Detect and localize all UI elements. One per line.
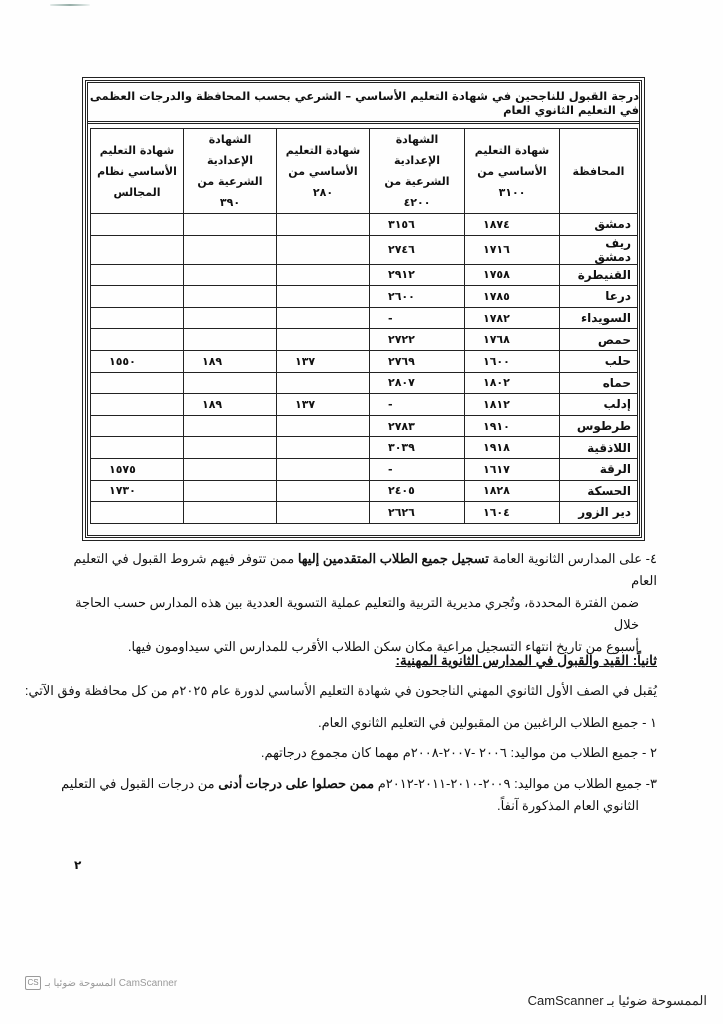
header-sharia-4200: الشهادة الإعدادية الشرعية من ٤٢٠٠ — [370, 129, 465, 214]
text-span: من درجات القبول في التعليم — [61, 776, 219, 791]
cell-value: ١٨٠٢ — [465, 372, 560, 394]
cell-value: ١٩١٠ — [465, 415, 560, 437]
cell-governorate: درعا — [560, 286, 638, 308]
paragraph-4-line-2: ضمن الفترة المحددة، وتُجري مديرية التربية والتعليم عملية التسوية العددية بين هذه المدارس حسب الحاجة خلال — [75, 595, 639, 632]
cell-value: ١٨٢٨ — [465, 480, 560, 502]
scan-artifact — [50, 4, 90, 6]
cell-value: ١٦١٧ — [465, 458, 560, 480]
text-span: ممن تتوفر فيهم شروط القبول في التعليم العام — [73, 551, 657, 588]
cell-governorate: دير الزور — [560, 502, 638, 524]
cell-value — [184, 480, 277, 502]
table-row — [91, 458, 638, 480]
cell-value: ١٣٧ — [277, 350, 370, 372]
cell-governorate: الحسكة — [560, 480, 638, 502]
admission-grades-table — [90, 128, 638, 524]
list-item-1: ١ - جميع الطلاب الراغبين من المقبولين في التعليم الثانوي العام. — [317, 715, 657, 730]
section-intro: يُقبل في الصف الأول الثانوي المهني الناجحون في شهادة التعليم الأساسي لدورة عام ٢٠٢٥م من كل محافظة وفق الآتي: — [24, 683, 657, 698]
header-basic-280: شهادة التعليم الأساسي من ٢٨٠ — [277, 129, 370, 214]
cell-value: ٢٦٢٦ — [370, 502, 465, 524]
cell-governorate: الرقة — [560, 458, 638, 480]
paragraph-4-line-3: أسبوع من تاريخ انتهاء التسجيل مراعية مكان سكن الطلاب الأقرب للمدارس التي سيداومون فيها. — [127, 639, 639, 654]
camscanner-watermark-large: الممسوحة ضوئيا بـ CamScanner — [527, 993, 707, 1008]
table-row — [91, 307, 638, 329]
table-title: درجة القبول للناجحين في شهادة التعليم الأساسي – الشرعي بحسب المحافظة والدرجات العظمى في التعليم الثانوي العام — [88, 84, 639, 124]
cell-value — [277, 307, 370, 329]
table-row — [91, 394, 638, 416]
section-prefix: ثانياً: — [632, 653, 657, 668]
cell-value — [277, 264, 370, 286]
cell-value: ١٧٨٥ — [465, 286, 560, 308]
cell-governorate: حمص — [560, 329, 638, 351]
cell-value — [91, 307, 184, 329]
cell-value — [184, 307, 277, 329]
camscanner-watermark-small — [25, 976, 177, 990]
cell-value: ٢٩١٢ — [370, 264, 465, 286]
cell-governorate: دمشق — [560, 214, 638, 236]
cell-value: ١٥٧٥ — [91, 458, 184, 480]
cell-value — [277, 372, 370, 394]
cell-value: ٢٦٠٠ — [370, 286, 465, 308]
table-row — [91, 214, 638, 236]
cell-governorate: اللاذقية — [560, 437, 638, 459]
emphasis-text: تسجيل جميع الطلاب المتقدمين إليها — [297, 551, 489, 566]
watermark-text: المسوحة ضوئيا بـ CamScanner — [45, 977, 178, 989]
cell-value: ١٧٥٨ — [465, 264, 560, 286]
cell-value: ١٨٩ — [184, 394, 277, 416]
cell-value: ٢٧٨٣ — [370, 415, 465, 437]
cell-governorate: حماه — [560, 372, 638, 394]
cell-value — [277, 415, 370, 437]
table-row — [91, 286, 638, 308]
cell-value — [91, 286, 184, 308]
cell-value: ٣٠٣٩ — [370, 437, 465, 459]
cell-value — [277, 286, 370, 308]
cell-governorate: القنيطرة — [560, 264, 638, 286]
cell-value: ١٧٦٨ — [465, 329, 560, 351]
paragraph-4-line-1 — [57, 548, 657, 592]
cell-value: ٢٧٢٢ — [370, 329, 465, 351]
cell-value: ١٨٧٤ — [465, 214, 560, 236]
section-heading — [396, 650, 658, 672]
emphasis-text: ممن حصلوا على درجات أدنى — [218, 776, 375, 791]
cell-value: ٢٧٦٩ — [370, 350, 465, 372]
cell-value — [277, 214, 370, 236]
cell-value: ١٧٨٢ — [465, 307, 560, 329]
cell-value: - — [370, 394, 465, 416]
cell-value — [184, 415, 277, 437]
text-span: ٣- جميع الطلاب من مواليد: ٢٠٠٩-٢٠١٠-٢٠١١-٢٠١٢م — [374, 776, 657, 791]
cell-governorate: حلب — [560, 350, 638, 372]
header-sharia-390: الشهادة الإعدادية الشرعية من ٣٩٠ — [184, 129, 277, 214]
cell-value — [91, 415, 184, 437]
table-row — [91, 235, 638, 264]
cell-value — [184, 372, 277, 394]
table-row — [91, 264, 638, 286]
cell-value: - — [370, 307, 465, 329]
table-row — [91, 350, 638, 372]
cell-value — [277, 235, 370, 264]
cell-governorate: طرطوس — [560, 415, 638, 437]
cell-value: ٢٨٠٧ — [370, 372, 465, 394]
cell-governorate: إدلب — [560, 394, 638, 416]
cell-value — [184, 437, 277, 459]
list-item-2: ٢ - جميع الطلاب من مواليد: ٢٠٠٦ -٢٠٠٧-٢٠٠٨م مهما كان مجموع درجاتهم. — [260, 745, 657, 760]
cell-value — [91, 214, 184, 236]
cell-governorate: ريف دمشق — [560, 235, 638, 264]
cell-value — [277, 502, 370, 524]
cell-value: ١٩١٨ — [465, 437, 560, 459]
cell-value — [184, 458, 277, 480]
item-number: ٤- — [642, 551, 657, 566]
cell-value — [91, 264, 184, 286]
cell-value — [184, 214, 277, 236]
cell-value: ١٥٥٠ — [91, 350, 184, 372]
table-header-row — [91, 129, 638, 214]
cell-value — [184, 502, 277, 524]
table-row — [91, 502, 638, 524]
cell-value: - — [370, 458, 465, 480]
cell-value: ١٦٠٠ — [465, 350, 560, 372]
cell-value — [277, 329, 370, 351]
cell-value — [91, 394, 184, 416]
header-governorate: المحافظة — [560, 129, 638, 214]
header-councils: شهادة التعليم الأساسي نظام المجالس — [91, 129, 184, 214]
cell-value — [91, 372, 184, 394]
cell-value — [184, 264, 277, 286]
page-number: ٢ — [74, 858, 82, 872]
cell-governorate: السويداء — [560, 307, 638, 329]
cell-value — [277, 458, 370, 480]
cell-value: ١٦٠٤ — [465, 502, 560, 524]
cell-value: ٢٧٤٦ — [370, 235, 465, 264]
cell-value — [184, 286, 277, 308]
cell-value: ١٧٣٠ — [91, 480, 184, 502]
cell-value: ١٨١٢ — [465, 394, 560, 416]
table-row — [91, 480, 638, 502]
cell-value: ١٣٧ — [277, 394, 370, 416]
cell-value — [91, 437, 184, 459]
cell-value — [91, 502, 184, 524]
list-item-3-line-2: الثانوي العام المذكورة آنفاً. — [497, 798, 639, 813]
cell-value — [184, 329, 277, 351]
cell-value — [91, 329, 184, 351]
camscanner-logo-icon: CS — [25, 976, 41, 990]
table-row — [91, 372, 638, 394]
header-basic-3100: شهادة التعليم الأساسي من ٣١٠٠ — [465, 129, 560, 214]
paragraph-4 — [57, 548, 657, 658]
cell-value: ١٧١٦ — [465, 235, 560, 264]
section-title: القيد والقبول في المدارس الثانوية المهنية: — [395, 653, 633, 668]
cell-value — [184, 235, 277, 264]
cell-value — [277, 480, 370, 502]
list-item-3 — [57, 773, 657, 817]
cell-value — [91, 235, 184, 264]
table-row — [91, 415, 638, 437]
cell-value — [277, 437, 370, 459]
cell-value: ٢٤٠٥ — [370, 480, 465, 502]
table-row — [91, 329, 638, 351]
table-row — [91, 437, 638, 459]
cell-value: ١٨٩ — [184, 350, 277, 372]
text-span: على المدارس الثانوية العامة — [488, 551, 643, 566]
cell-value: ٣١٥٦ — [370, 214, 465, 236]
